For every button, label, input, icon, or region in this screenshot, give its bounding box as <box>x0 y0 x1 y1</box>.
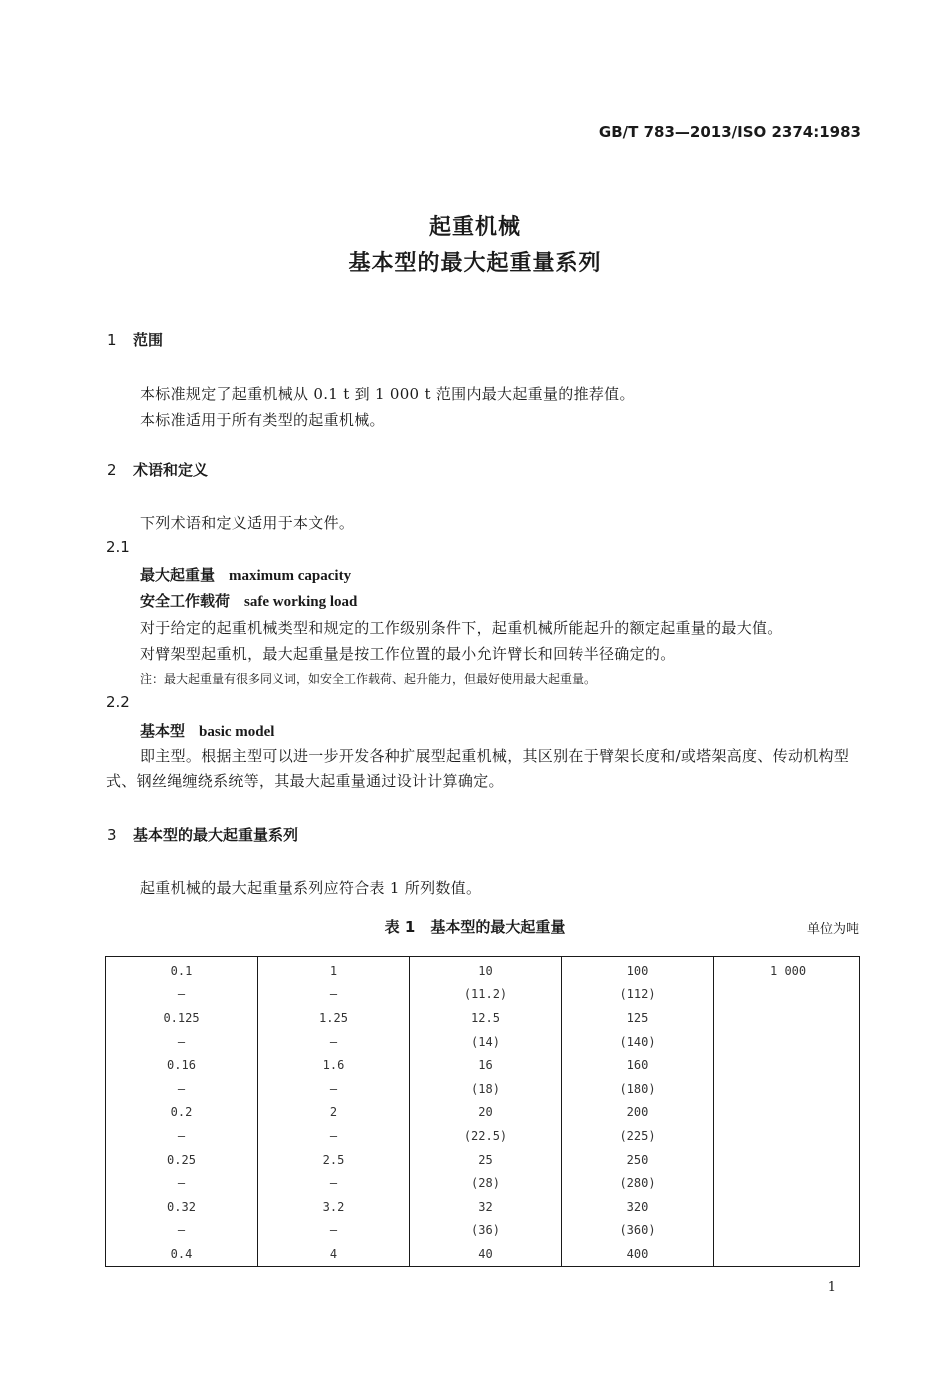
section-1-number: 1 <box>107 331 117 349</box>
table-cell: 125 <box>562 1006 714 1030</box>
table-cell: — <box>258 983 410 1007</box>
table-cell <box>714 1053 860 1077</box>
table-row <box>106 1148 860 1172</box>
table-cell: 4 <box>258 1242 410 1266</box>
capacity-table-body <box>106 957 860 1267</box>
table-cell: 32 <box>410 1195 562 1219</box>
section-3-number: 3 <box>107 826 117 844</box>
table-row <box>106 1242 860 1266</box>
table-cell: (22.5) <box>410 1124 562 1148</box>
table-cell: — <box>258 1219 410 1243</box>
table-cell: 3.2 <box>258 1195 410 1219</box>
table-cell <box>714 1006 860 1030</box>
table-cell: — <box>258 1171 410 1195</box>
table-cell: 1 <box>258 957 410 983</box>
section-2-paragraph-1: 下列术语和定义适用于本文件。 <box>140 514 355 532</box>
table-cell: (112) <box>562 983 714 1007</box>
section-3-heading <box>107 824 298 845</box>
table-cell <box>714 1124 860 1148</box>
table-cell: (180) <box>562 1077 714 1101</box>
table-cell: — <box>106 1219 258 1243</box>
table-row <box>106 1219 860 1243</box>
table-row <box>106 1006 860 1030</box>
section-2-title: 术语和定义 <box>133 461 209 479</box>
table-row <box>106 1053 860 1077</box>
table-cell: 0.2 <box>106 1101 258 1125</box>
term-3-zh: 基本型 <box>140 722 186 740</box>
table-cell <box>714 1101 860 1125</box>
table-cell: — <box>258 1030 410 1054</box>
table-cell: 1.25 <box>258 1006 410 1030</box>
table-cell: (18) <box>410 1077 562 1101</box>
table-row <box>106 1171 860 1195</box>
section-3-paragraph-1: 起重机械的最大起重量系列应符合表 1 所列数值。 <box>140 879 482 897</box>
table-cell: — <box>106 1030 258 1054</box>
table-cell: 0.1 <box>106 957 258 983</box>
table-cell: 25 <box>410 1148 562 1172</box>
table-cell: — <box>106 1171 258 1195</box>
table-cell: 160 <box>562 1053 714 1077</box>
section-1-title: 范围 <box>133 331 164 349</box>
table-cell: — <box>106 1124 258 1148</box>
table-cell: (11.2) <box>410 983 562 1007</box>
doc-title-line2: 基本型的最大起重量系列 <box>348 251 602 276</box>
table-1-unit: 单位为吨 <box>806 922 859 937</box>
capacity-table <box>105 956 860 1267</box>
table-row <box>106 983 860 1007</box>
table-cell: (360) <box>562 1219 714 1243</box>
table-cell: (14) <box>410 1030 562 1054</box>
table-cell: 100 <box>562 957 714 983</box>
table-cell <box>714 1030 860 1054</box>
table-cell: 250 <box>562 1148 714 1172</box>
table-row <box>106 957 860 983</box>
term-basic-model <box>140 720 274 741</box>
table-cell: 10 <box>410 957 562 983</box>
table-cell: 400 <box>562 1242 714 1266</box>
term-maximum-capacity <box>140 564 351 585</box>
section-2-heading <box>107 459 208 480</box>
table-row <box>106 1030 860 1054</box>
table-cell: 1.6 <box>258 1053 410 1077</box>
section-3-title: 基本型的最大起重量系列 <box>133 826 299 844</box>
table-cell: 1 000 <box>714 957 860 983</box>
table-cell: — <box>106 983 258 1007</box>
table-cell: (36) <box>410 1219 562 1243</box>
table-cell: (225) <box>562 1124 714 1148</box>
subsection-2-2-number: 2.2 <box>106 693 130 711</box>
definition-2-1-line-1: 对于给定的起重机械类型和规定的工作级别条件下，起重机械所能起升的额定起重量的最大值。 <box>140 619 783 637</box>
term-2-en: safe working load <box>244 594 358 610</box>
table-cell: (140) <box>562 1030 714 1054</box>
table-cell: 0.4 <box>106 1242 258 1266</box>
table-cell: 0.25 <box>106 1148 258 1172</box>
table-1-caption: 表 1 基本型的最大起重量 <box>384 918 566 936</box>
table-cell: 2.5 <box>258 1148 410 1172</box>
subsection-2-1-number: 2.1 <box>106 538 130 556</box>
table-cell: (28) <box>410 1171 562 1195</box>
table-cell <box>714 1242 860 1266</box>
table-cell: 200 <box>562 1101 714 1125</box>
table-cell: 12.5 <box>410 1006 562 1030</box>
table-cell <box>714 1171 860 1195</box>
definition-2-2: 即主型。根据主型可以进一步开发各种扩展型起重机械，其区别在于臂架长度和/或塔架高度、传动机构型式、钢丝绳缠绕系统等，其最大起重量通过设计计算确定。 <box>106 747 850 790</box>
table-cell: 20 <box>410 1101 562 1125</box>
page-number: 1 <box>827 1280 836 1295</box>
table-row <box>106 1101 860 1125</box>
table-cell <box>714 1077 860 1101</box>
section-1-paragraph-1: 本标准规定了起重机械从 0.1 t 到 1 000 t 范围内最大起重量的推荐值。 <box>140 385 635 403</box>
table-cell <box>714 1219 860 1243</box>
table-row <box>106 1077 860 1101</box>
section-1-heading <box>107 329 163 350</box>
note-2-1: 注：最大起重量有很多同义词，如安全工作载荷、起升能力，但最好使用最大起重量。 <box>140 672 597 686</box>
table-cell: (280) <box>562 1171 714 1195</box>
table-cell <box>714 1195 860 1219</box>
table-cell: — <box>258 1124 410 1148</box>
section-2-number: 2 <box>107 461 117 479</box>
table-cell <box>714 983 860 1007</box>
table-cell <box>714 1148 860 1172</box>
table-row <box>106 1124 860 1148</box>
definition-2-1-line-2: 对臂架型起重机，最大起重量是按工作位置的最小允许臂长和回转半径确定的。 <box>140 645 676 663</box>
term-3-en: basic model <box>199 724 275 740</box>
table-cell: 0.16 <box>106 1053 258 1077</box>
term-2-zh: 安全工作载荷 <box>140 592 231 610</box>
section-1-paragraph-2: 本标准适用于所有类型的起重机械。 <box>140 411 385 429</box>
table-cell: — <box>258 1077 410 1101</box>
doc-title-line1: 起重机械 <box>428 215 521 240</box>
table-cell: 40 <box>410 1242 562 1266</box>
standard-code: GB/T 783—2013/ISO 2374:1983 <box>598 123 861 141</box>
term-1-en: maximum capacity <box>229 568 352 584</box>
table-row <box>106 1195 860 1219</box>
table-cell: 2 <box>258 1101 410 1125</box>
table-cell: 16 <box>410 1053 562 1077</box>
table-cell: 0.32 <box>106 1195 258 1219</box>
table-cell: — <box>106 1077 258 1101</box>
table-cell: 0.125 <box>106 1006 258 1030</box>
table-cell: 320 <box>562 1195 714 1219</box>
term-1-zh: 最大起重量 <box>140 566 216 584</box>
term-safe-working-load <box>140 590 357 611</box>
